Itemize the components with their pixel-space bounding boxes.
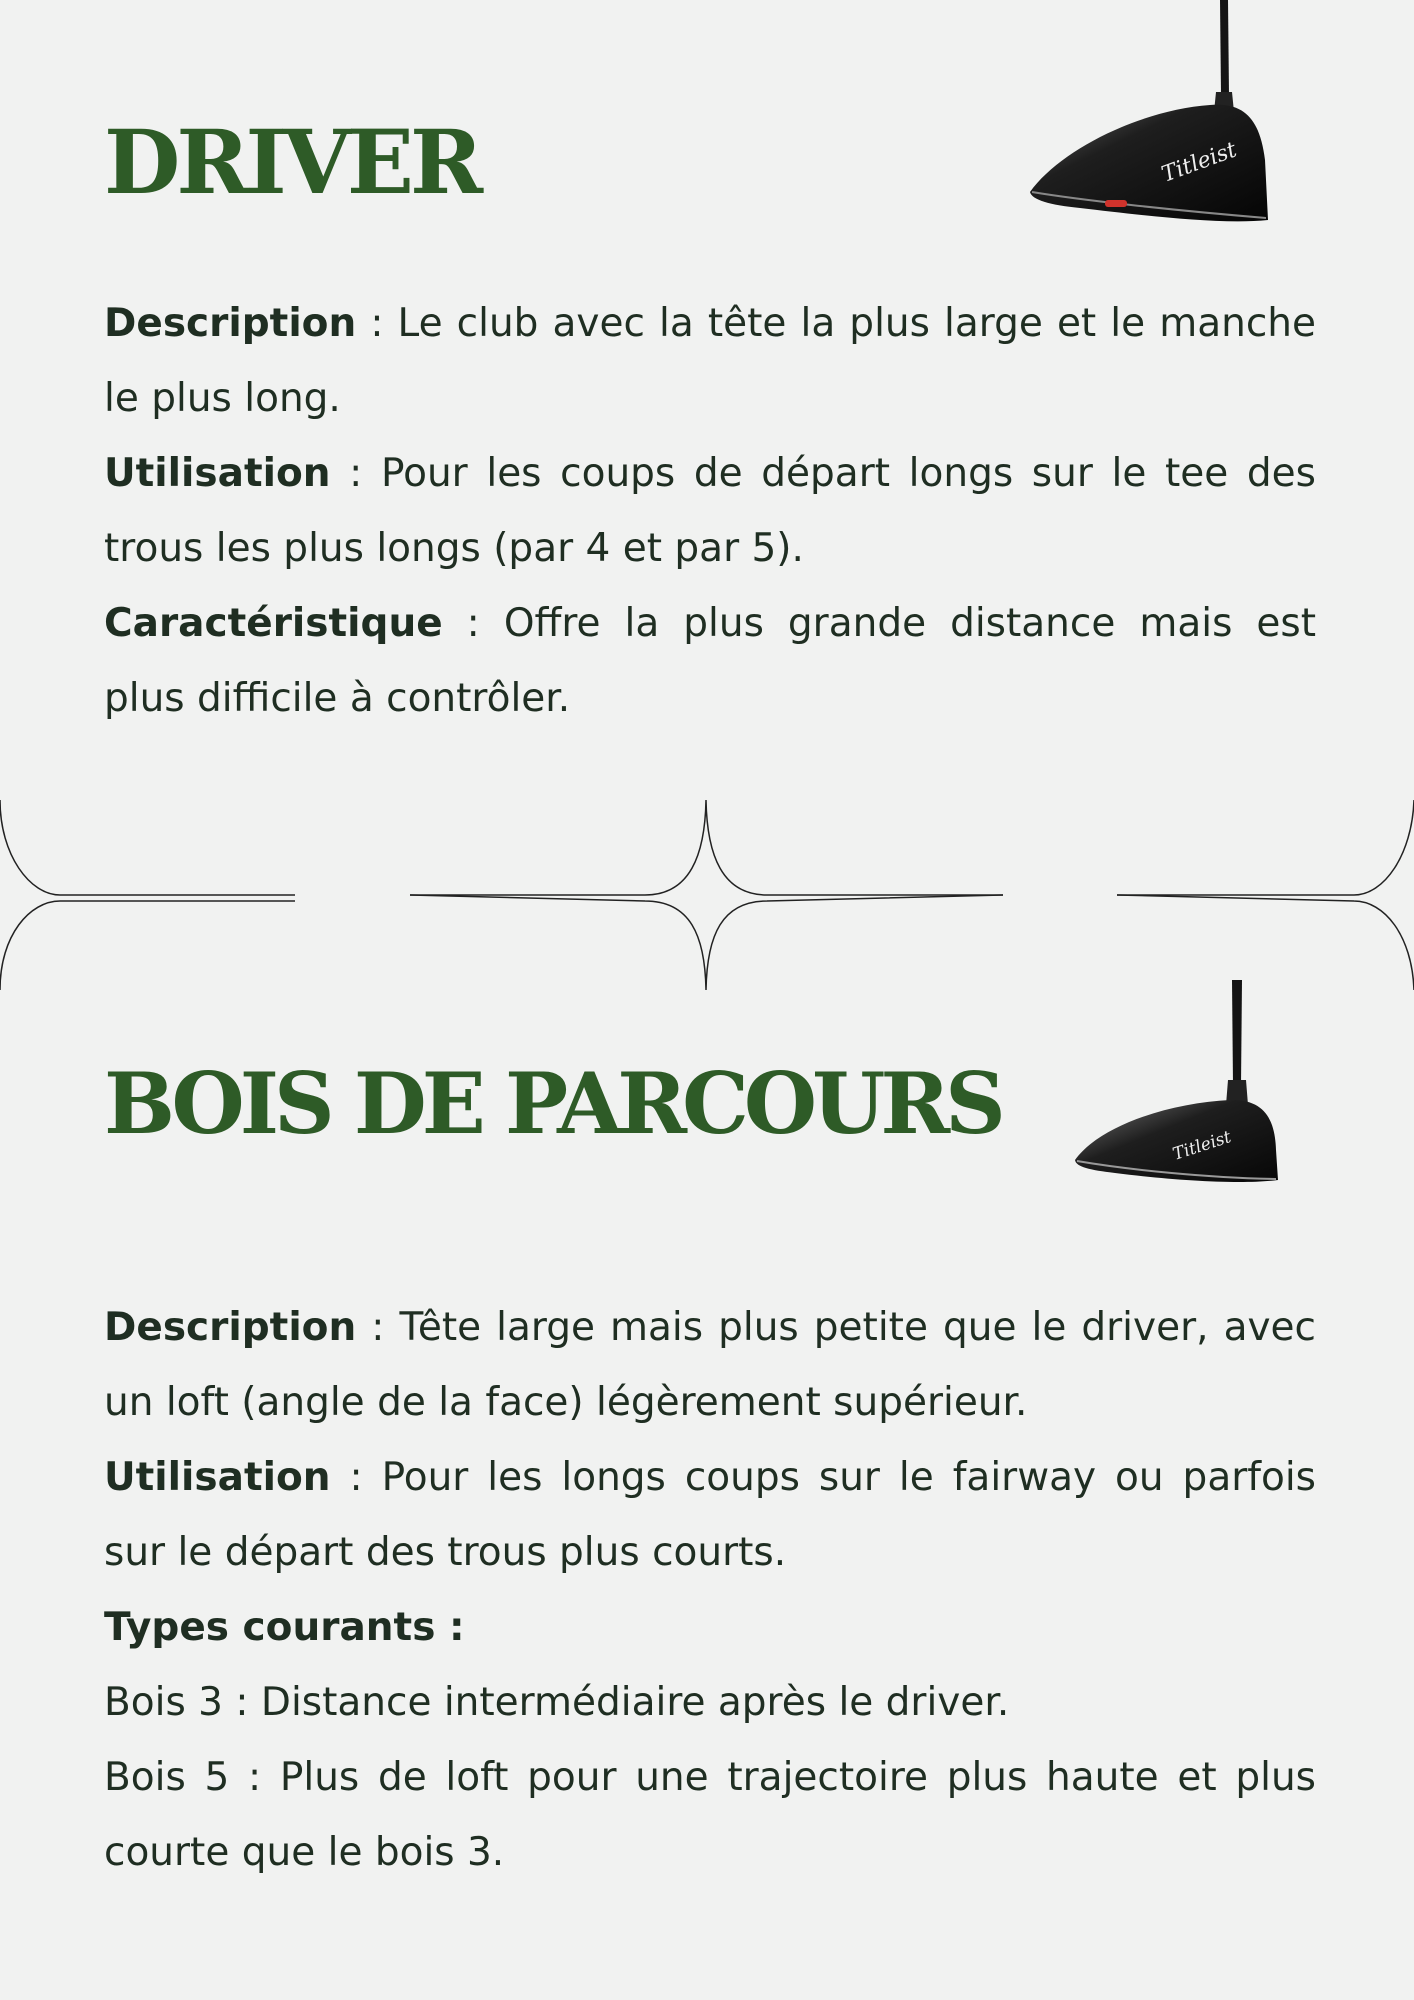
fairway-usage-label: Utilisation (104, 1455, 331, 1500)
fairway-type-1: Bois 3 : Distance intermédiaire après le driver. (104, 1680, 1010, 1725)
driver-usage (104, 436, 1316, 586)
driver-usage-text: : Pour les coups de départ longs sur le tee des trous les plus longs (par 4 et par 5). (104, 451, 1316, 571)
driver-club-icon (1020, 0, 1280, 235)
fairway-types-label: Types courants : (104, 1605, 465, 1650)
driver-feature-label: Caractéristique (104, 601, 443, 646)
fairway-usage-text: : Pour les longs coups sur le fairway ou parfois sur le départ des trous plus courts. (104, 1455, 1316, 1575)
driver-title: DRIVER (104, 110, 480, 214)
driver-description-label: Description (104, 301, 357, 346)
fairway-brand-logo: Titleist (1170, 1127, 1234, 1165)
fairway-description-text: : Tête large mais plus petite que le driver, avec un loft (angle de la face) légèrement supérieur. (104, 1305, 1316, 1425)
fairway-type-2: Bois 5 : Plus de loft pour une trajectoire plus haute et plus courte que le bois 3. (104, 1755, 1316, 1875)
fairway-text-block (104, 1290, 1316, 1890)
driver-description-text: : Le club avec la tête la plus large et le manche le plus long. (104, 301, 1316, 421)
driver-feature (104, 586, 1316, 736)
fairway-description (104, 1290, 1316, 1440)
driver-usage-label: Utilisation (104, 451, 331, 496)
driver-brand-logo: Titleist (1158, 137, 1241, 188)
fairway-wood-club-icon (1070, 975, 1290, 1190)
sparkle-divider-icon (0, 795, 1414, 995)
driver-feature-text: : Offre la plus grande distance mais est plus difficile à contrôler. (104, 601, 1316, 721)
driver-description (104, 286, 1316, 436)
fairway-usage (104, 1440, 1316, 1590)
fairway-title: BOIS DE PARCOURS (104, 1054, 1001, 1153)
driver-text-block (104, 286, 1316, 736)
fairway-description-label: Description (104, 1305, 357, 1350)
